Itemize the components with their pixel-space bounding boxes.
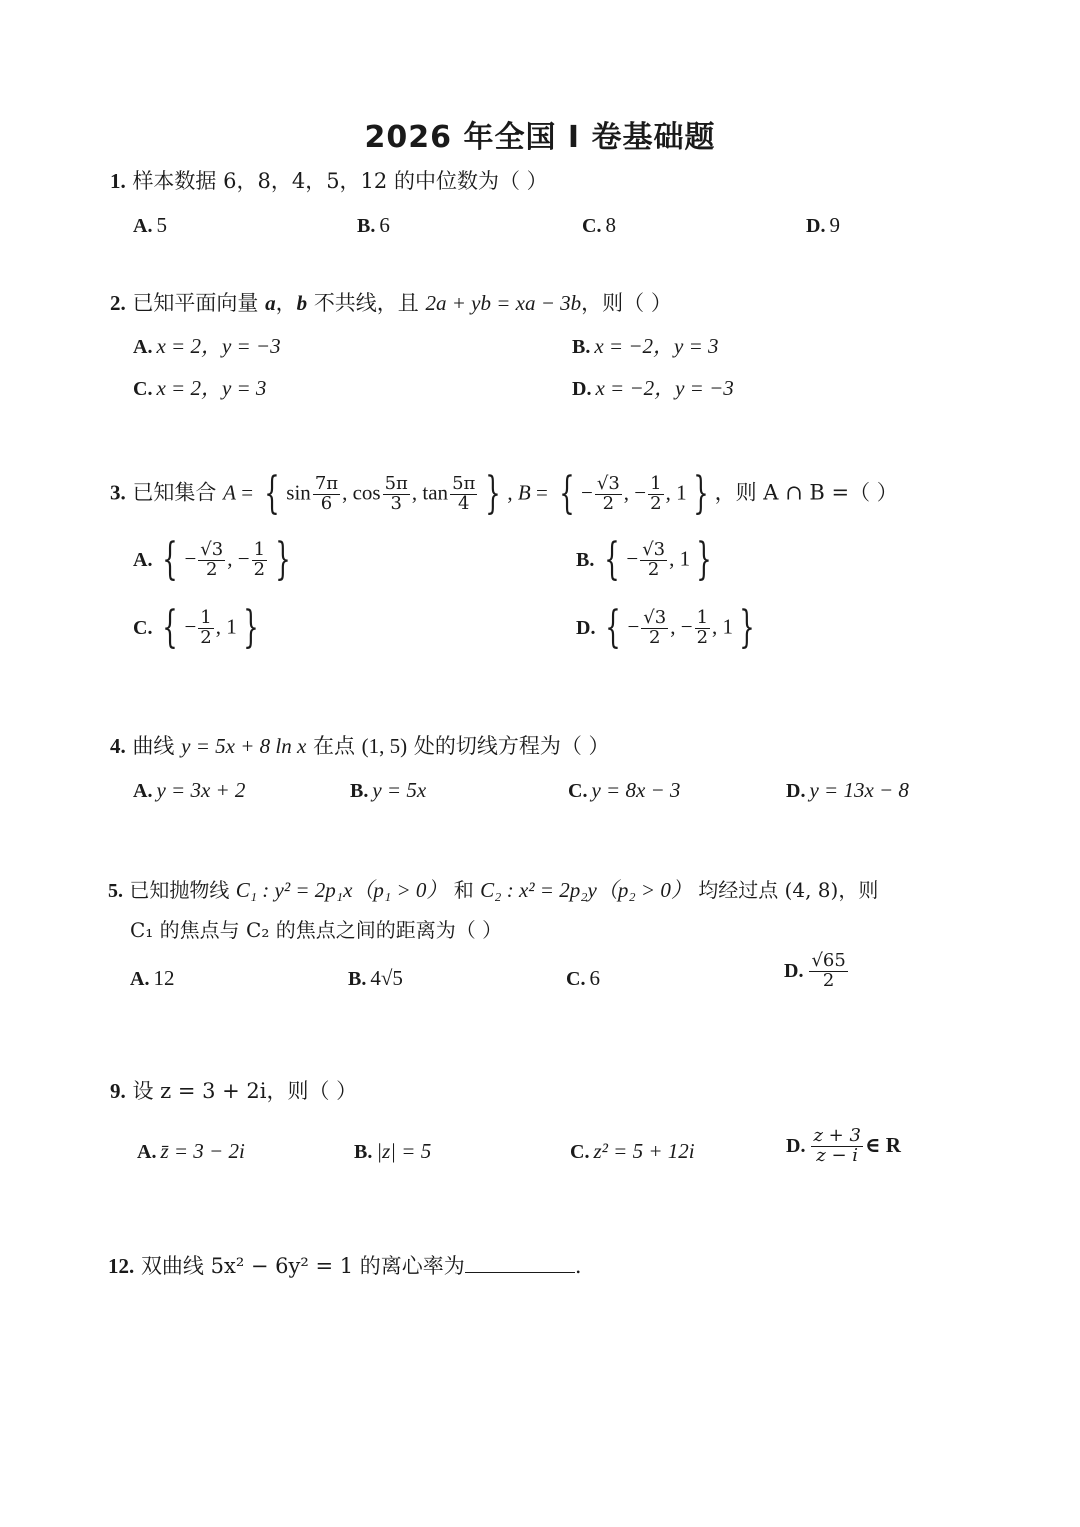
option-text: x = 2，y = −3	[156, 334, 281, 358]
option-b[interactable]	[357, 215, 390, 236]
option-a[interactable]	[133, 215, 167, 236]
option-c[interactable]: C. { − $\frac{1}{2}$ , 1 }	[133, 602, 259, 653]
fraction	[640, 538, 667, 580]
option-a[interactable]	[133, 780, 245, 801]
fraction	[811, 1127, 862, 1166]
numerator: 5π	[452, 472, 476, 494]
question-5-line-2: C₁ 的焦点与 C₂ 的焦点之间的距离为（ ）	[130, 918, 503, 942]
set-element: 1	[676, 480, 687, 505]
numerator: 1	[253, 538, 266, 560]
question-4	[110, 736, 610, 757]
option-label: D.	[786, 780, 806, 802]
question-number: 3.	[110, 480, 126, 505]
parabola-c1: C₁ : y² = 2p₁x	[235, 878, 353, 902]
question-stem-suffix: ，则（ ）	[581, 291, 672, 315]
denominator: 2	[822, 969, 835, 991]
point: (1, 5)	[361, 734, 408, 758]
parabola-c2: C₂ : x² = 2p₂y	[480, 878, 597, 902]
option-c[interactable]	[582, 215, 616, 236]
option-text: x = −2，y = −3	[595, 376, 734, 400]
option-d[interactable]	[786, 1127, 901, 1166]
left-brace: {	[604, 534, 621, 585]
parabola-c2-condition: （p₂ > 0）	[596, 878, 692, 902]
option-suffix: ∈ R	[864, 1132, 901, 1157]
curve-equation: y = 5x + 8 ln x	[181, 734, 307, 758]
numerator: √3	[200, 538, 224, 560]
option-label: D.	[576, 616, 596, 639]
fraction	[252, 538, 267, 580]
option-label: B.	[357, 215, 376, 237]
numerator: √3	[643, 606, 667, 628]
fraction	[198, 606, 213, 648]
option-label: D.	[786, 1134, 806, 1157]
question-stem-mid: 在点	[312, 734, 355, 758]
vector-equation: 2a + yb = xa − 3b	[425, 291, 582, 315]
right-brace: }	[485, 468, 502, 519]
option-text: 6	[589, 966, 600, 990]
denominator: 2	[253, 558, 266, 580]
option-text: z̄ = 3 − 2i	[160, 1139, 245, 1163]
option-label: A.	[133, 780, 153, 802]
option-label: D.	[784, 959, 804, 982]
denominator: 2	[602, 492, 615, 514]
option-text: 5	[156, 213, 167, 237]
option-text: 8	[605, 213, 616, 237]
answer-blank[interactable]	[465, 1254, 575, 1273]
denominator: 2	[200, 626, 212, 648]
option-label: B.	[348, 968, 367, 990]
vector-b: b	[296, 291, 308, 315]
option-b[interactable]	[354, 1141, 431, 1162]
question-stem-prefix: 已知平面向量	[132, 291, 259, 315]
set-a-name: A	[223, 480, 236, 505]
option-label: A.	[133, 336, 153, 358]
numerator: 5π	[384, 472, 408, 494]
option-text: 4√5	[370, 966, 403, 990]
question-number: 4.	[110, 734, 126, 758]
option-a[interactable]	[130, 968, 174, 989]
question-stem-prefix: 已知抛物线	[129, 878, 230, 902]
left-brace: {	[162, 602, 179, 653]
numerator: 7π	[314, 472, 339, 494]
option-label: C.	[133, 616, 153, 639]
numerator: √65	[811, 950, 846, 971]
question-number: 5.	[108, 880, 123, 902]
option-text: |z| = 5	[376, 1139, 432, 1163]
option-c[interactable]	[570, 1141, 695, 1162]
question-12	[108, 1254, 582, 1277]
right-brace: }	[696, 534, 712, 585]
option-text: z² = 5 + 12i	[593, 1139, 695, 1163]
fraction	[809, 952, 847, 991]
option-text: y = 5x	[372, 778, 427, 802]
numerator: √3	[596, 472, 620, 494]
option-c[interactable]	[566, 968, 600, 989]
parabola-c1-condition: （p₁ > 0）	[352, 878, 448, 902]
right-brace: }	[243, 602, 259, 653]
set-b-name: B	[517, 480, 531, 505]
option-label: C.	[133, 378, 153, 400]
denominator: 2	[206, 558, 218, 580]
set-element: 1	[722, 614, 734, 639]
vector-a: a	[265, 291, 276, 315]
option-d[interactable]	[786, 780, 909, 801]
option-d[interactable]	[572, 378, 734, 399]
option-d[interactable]: D. { − $\frac{√3}{2}$ , − $\frac{1}{2}$ , 1 }	[576, 602, 755, 653]
option-b[interactable]	[572, 336, 719, 357]
option-label: C.	[568, 780, 588, 802]
question-2: 2. 已知平面向量 a，b 不共线，且 2a + yb = xa − 3b，则（ ）	[110, 291, 672, 315]
fraction	[648, 472, 663, 514]
denominator: 2	[650, 492, 662, 514]
question-number: 1.	[110, 169, 126, 193]
option-label: A.	[137, 1141, 157, 1163]
numerator: 1	[696, 606, 709, 628]
right-brace: }	[739, 602, 755, 653]
numerator: √3	[642, 538, 666, 560]
option-text: y = 8x − 3	[591, 778, 681, 802]
set-element: 1	[226, 614, 237, 639]
question-stem-mid: 不共线，且	[313, 291, 419, 315]
page-title: 2026 年全国 I 卷基础题	[364, 120, 716, 155]
option-label: B.	[350, 780, 369, 802]
denominator: 2	[696, 626, 709, 648]
option-text: y = 3x + 2	[156, 778, 246, 802]
right-brace: }	[275, 534, 291, 585]
option-label: B.	[576, 548, 595, 571]
question-number: 2.	[110, 291, 126, 315]
option-d[interactable]	[784, 952, 850, 991]
question-9	[110, 1081, 357, 1102]
left-brace: {	[605, 602, 622, 653]
question-stem-suffix: ，则 A ∩ B =（ ）	[714, 480, 898, 505]
question-stem-suffix: 均经过点 (4, 8)，则	[698, 878, 879, 902]
option-label: A.	[130, 968, 150, 990]
fraction	[595, 472, 622, 514]
left-brace: {	[162, 534, 179, 585]
denominator: z − i	[816, 1144, 859, 1166]
option-text: 9	[829, 213, 840, 237]
set-element: 1	[679, 546, 691, 571]
question-stem-prefix: 曲线	[132, 734, 175, 758]
option-label: C.	[582, 215, 602, 237]
option-d[interactable]	[806, 215, 840, 236]
fraction	[641, 606, 668, 648]
option-b[interactable]: B. { − $\frac{√3}{2}$ , 1 }	[576, 534, 712, 585]
and-text: 和	[453, 878, 474, 902]
option-label: C.	[566, 968, 586, 990]
fraction	[198, 538, 225, 580]
question-stem: 样本数据 6，8，4，5，12 的中位数为（ ）	[132, 169, 548, 193]
option-a[interactable]	[133, 336, 281, 357]
option-b[interactable]	[348, 968, 403, 989]
option-label: D.	[806, 215, 826, 237]
option-b[interactable]	[350, 780, 426, 801]
left-brace: {	[559, 468, 575, 519]
denominator: 4	[457, 492, 470, 514]
fraction	[695, 606, 710, 648]
fraction	[383, 472, 410, 514]
fraction	[313, 472, 340, 514]
question-number: 12.	[108, 1254, 135, 1278]
option-a[interactable]: A. { − $\frac{√3}{2}$ , − $\frac{1}{2}$ }	[133, 534, 291, 585]
option-label: D.	[572, 378, 592, 400]
option-text: 6	[379, 213, 390, 237]
fraction	[450, 472, 477, 514]
left-brace: {	[264, 468, 280, 519]
question-5	[108, 880, 878, 901]
numerator: z + 3	[813, 1125, 861, 1146]
option-label: A.	[133, 215, 153, 237]
question-number: 9.	[110, 1079, 126, 1103]
option-label: B.	[572, 336, 591, 358]
option-c[interactable]	[133, 378, 266, 399]
question-stem-suffix: 处的切线方程为（ ）	[413, 734, 610, 758]
right-brace: }	[692, 468, 709, 519]
option-label: C.	[570, 1141, 590, 1163]
numerator: 1	[200, 606, 212, 628]
option-text: 12	[153, 966, 175, 990]
question-1	[110, 171, 548, 192]
option-text: x = −2，y = 3	[594, 334, 719, 358]
option-text: y = 13x − 8	[809, 778, 909, 802]
option-label: B.	[354, 1141, 373, 1163]
question-stem: 设 z = 3 + 2i，则（ ）	[132, 1079, 358, 1103]
question-stem-suffix: .	[574, 1254, 582, 1278]
option-text: x = 2，y = 3	[156, 376, 267, 400]
option-label: A.	[133, 548, 153, 571]
question-stem-prefix: 已知集合	[132, 480, 217, 505]
denominator: 2	[647, 558, 660, 580]
option-c[interactable]	[568, 780, 680, 801]
denominator: 6	[320, 492, 333, 514]
denominator: 3	[390, 492, 402, 514]
question-stem-prefix: 双曲线 5x² − 6y² = 1 的离心率为	[140, 1254, 465, 1278]
denominator: 2	[649, 626, 661, 648]
question-3: 3. 已知集合 A = { sin $\frac{7\pi}{6}$ , cos $\frac{5\pi}{3}$ , tan $\frac{5\pi}{4}$ } , B = { − $\frac{√3}{2}$ , − $\frac{1}{2}$ , 1 } ，则 A ∩ B =（ ）	[110, 468, 898, 519]
numerator: 1	[650, 472, 662, 494]
option-a[interactable]	[137, 1141, 245, 1162]
